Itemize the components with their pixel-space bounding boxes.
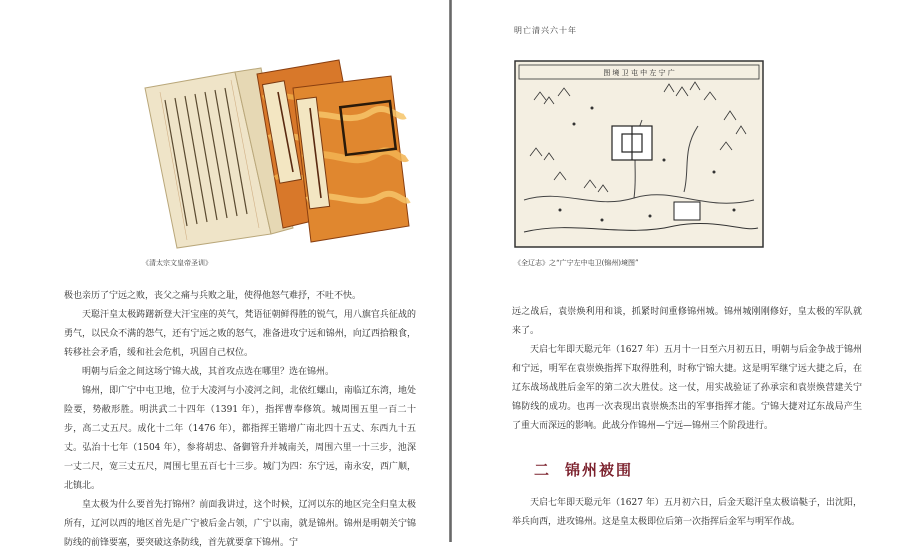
orange-book-front [293, 76, 409, 242]
map-title: 图 境 卫 屯 中 左 宁 广 [603, 69, 675, 77]
left-body-text [64, 287, 416, 553]
figure-caption-left: 《清太宗文皇帝圣训》 [142, 259, 212, 267]
right-body-text-after [512, 494, 862, 532]
paragraph: 天启七年即天聪元年（1627 年）五月初六日，后金天聪汗皇太极谙鞑子，出沈阳，举兵向西，进攻锦州。这是皇太极即位后第一次指挥后金军与明军作战。 [512, 498, 862, 527]
running-head: 明亡清兴六十年 [514, 26, 577, 35]
paragraph: 明朝与后金之间这场宁锦大战，其首攻点选在哪里？选在锦州。 [82, 367, 335, 377]
left-page [0, 0, 449, 548]
paragraph: 天启七年即天聪元年（1627 年）五月十一日至六月初五日，明朝与后金争战于锦州和宁远，明军在袁崇焕指挥下取得胜利，时称宁锦大捷。这是明军继宁远大捷之后，在辽东战场战胜后金军的第二次大胜仗。这一仗，用实战验证了孙承宗和袁崇焕营建关宁锦防线的成功。也再一次表现出袁崇焕杰出的军事指挥才能。宁锦大捷对辽东战局产生了重大而深远的影响。此战分作锦州—宁远—锦州三个阶段进行。 [512, 345, 862, 431]
paragraph: 天聪汗皇太极踌躇新登大汗宝座的英气，梵语征朝鲜得胜的锐气，用八旗官兵征战的勇气，以民众不满的怨气，还有宁远之败的怒气，准备进攻宁远和锦州，向辽西拾粮食，转移社会矛盾，缓和社会危机，巩固自己权位。 [64, 310, 416, 358]
section-number: 二 [534, 461, 552, 479]
figure-caption-right: 《全辽志》之“广宁左中屯卫(锦州)境图” [514, 259, 639, 267]
map-city [612, 126, 652, 160]
right-body-text [512, 303, 862, 436]
paragraph: 极也亲历了宁远之败，丧父之痛与兵败之耻，使得他怒气难抒，不吐不快。 [64, 291, 362, 301]
section-title: 锦州被围 [565, 461, 634, 479]
paragraph: 远之战后，袁崇焕利用和谈，抓紧时间重修锦州城。锦州城刚刚修好，皇太极的军队就来了。 [512, 307, 862, 336]
map-figure [514, 60, 764, 248]
paragraph: 锦州，即广宁中屯卫地，位于大凌河与小凌河之间，北依红螺山，南临辽东湾，地处险要，势敝形胜。明洪武二十四年（1391 年），指挥曹奉修筑。城周围五里一百二十步，高二丈五尺。成化十二年（1476 年），都指挥王锴增广南北四十五丈、东西九十五丈。弘治十七年（1504 年），参将胡忠、备御管升并城南关，周围六里一十三步，池深一丈二尺，宽三丈五尺，周围七里五百七十三步。城门为四：东宁远，南永安，西广顺，北镇北。 [64, 386, 416, 491]
paragraph: 皇太极为什么要首先打锦州？前面我讲过，这个时候，辽河以东的地区完全归皇太极所有，辽河以西的地区首先是广宁被后金占领，广宁以南，就是锦州。锦州是明朝关宁锦防线的前锋要塞，要突破这条防线，首先就要拿下锦州。宁 [64, 500, 416, 548]
map-fort-south [674, 202, 700, 220]
book-photo [143, 58, 411, 250]
section-heading [534, 459, 633, 480]
